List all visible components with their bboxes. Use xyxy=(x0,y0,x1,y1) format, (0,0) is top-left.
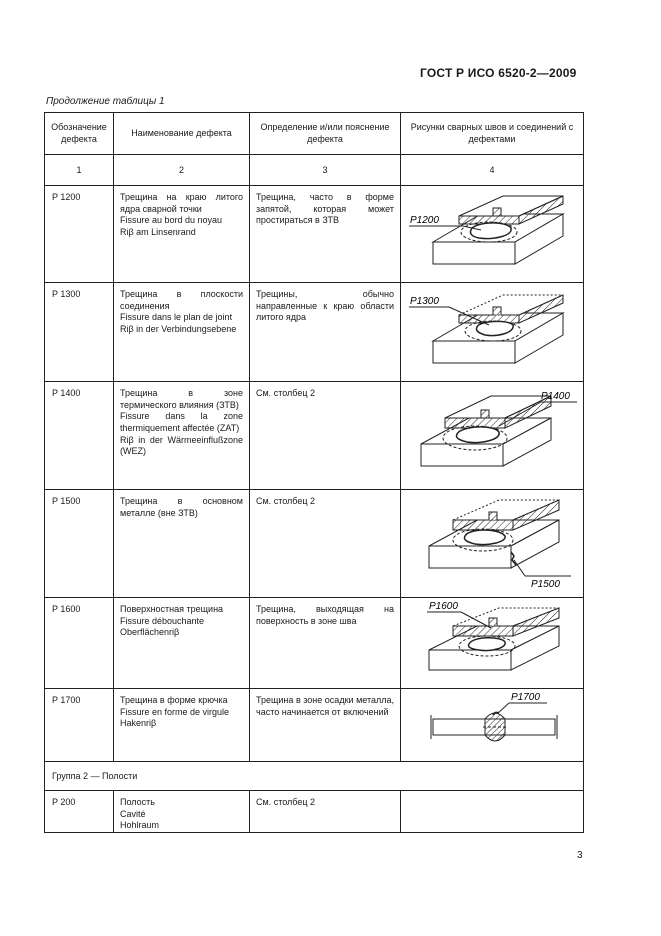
defect-name-fr: Fissure débouchante xyxy=(120,615,205,626)
defect-definition-cell xyxy=(250,598,401,689)
column-number: 2 xyxy=(114,155,250,186)
defect-code: P 1400 xyxy=(45,382,114,490)
table-row xyxy=(45,791,584,833)
defect-name-fr: Fissure au bord du noyau xyxy=(120,215,223,226)
defect-definition: См. столбец 2 xyxy=(256,797,315,807)
defect-code: P 1500 xyxy=(45,490,114,598)
base-metal-crack-figure xyxy=(401,490,584,597)
figure-label: P1400 xyxy=(541,391,570,402)
defect-name-fr: Fissure dans le plan de joint xyxy=(120,312,233,323)
figure-label: P1300 xyxy=(410,296,439,307)
joint-plane-crack-figure xyxy=(401,283,584,381)
table-row xyxy=(45,283,584,382)
defect-name-fr: Cavité xyxy=(120,808,146,819)
defect-code: P 1300 xyxy=(45,283,114,382)
group-row xyxy=(45,762,584,791)
table-header-row xyxy=(45,113,584,155)
defect-name-fr: Fissure dans la zone thermiquement affectée (ZAT) xyxy=(120,411,243,434)
defect-definition: Трещина, выходящая на поверхность в зоне шва xyxy=(256,604,394,626)
figure-label: P1200 xyxy=(410,215,439,226)
defect-name-cell xyxy=(114,791,250,833)
defect-code: P 200 xyxy=(45,791,114,833)
column-number: 3 xyxy=(250,155,401,186)
defect-figure-cell xyxy=(401,689,584,762)
defect-definition-cell xyxy=(250,791,401,833)
defect-name-de: Riβ in der Wärmeeinflußzone (WEZ) xyxy=(120,434,243,457)
defect-name-ru: Трещина в плоскости соединения xyxy=(120,289,243,311)
defect-name-de: Riβ am Linsenrand xyxy=(120,227,196,238)
defect-name-de: Hohlraum xyxy=(120,820,160,831)
defect-definition: Трещины, обычно направленные к краю области литого ядра xyxy=(256,289,394,323)
spot-weld-crack-figure xyxy=(401,186,584,282)
figure-label: P1700 xyxy=(511,692,540,703)
defect-definition-cell xyxy=(250,490,401,598)
column-number-row xyxy=(45,155,584,186)
haz-crack-figure xyxy=(401,382,584,489)
defect-name-de: Riβ in der Verbindungsebene xyxy=(120,324,237,335)
defect-name-ru: Трещина в основном металле (вне ЗТВ) xyxy=(120,496,243,518)
defect-name-cell xyxy=(114,382,250,490)
defect-definition-cell xyxy=(250,186,401,283)
table-row xyxy=(45,186,584,283)
defect-name-de: Oberflächenriβ xyxy=(120,627,180,638)
defect-name-ru: Поверхностная трещина xyxy=(120,604,224,614)
figure-label: P1500 xyxy=(531,579,560,590)
standard-designation: ГОСТ Р ИСО 6520-2—2009 xyxy=(420,66,577,80)
defect-name-ru: Трещина в зоне термического влияния (ЗТВ) xyxy=(120,388,243,410)
defect-definition: См. столбец 2 xyxy=(256,496,315,506)
defects-table xyxy=(44,112,584,833)
hook-crack-figure xyxy=(401,689,584,761)
column-number: 1 xyxy=(45,155,114,186)
column-header-figures: Рисунки сварных швов и соединений с дефектами xyxy=(401,113,584,155)
defect-definition-cell xyxy=(250,382,401,490)
column-header-code: Обозначение дефекта xyxy=(45,113,114,155)
defect-code: P 1700 xyxy=(45,689,114,762)
group-heading: Группа 2 — Полости xyxy=(45,762,584,791)
defect-figure-cell xyxy=(401,283,584,382)
defect-code: P 1600 xyxy=(45,598,114,689)
defect-name-ru: Полость xyxy=(120,797,155,807)
defect-name-ru: Трещина в форме крючка xyxy=(120,695,228,705)
defect-definition: Трещина, часто в форме запятой, которая может простираться в ЗТВ xyxy=(256,192,394,226)
defect-code: P 1200 xyxy=(45,186,114,283)
defect-name-cell xyxy=(114,598,250,689)
defect-figure-cell xyxy=(401,791,584,833)
defect-name-cell xyxy=(114,283,250,382)
defect-name-cell xyxy=(114,490,250,598)
column-header-definition: Определение и/или пояснение дефекта xyxy=(250,113,401,155)
defect-figure-cell xyxy=(401,382,584,490)
column-header-name: Наименование дефекта xyxy=(114,113,250,155)
page-number: 3 xyxy=(577,850,583,861)
table-row xyxy=(45,598,584,689)
defect-definition: Трещина в зоне осадки металла, часто начинается от включений xyxy=(256,695,394,717)
column-number: 4 xyxy=(401,155,584,186)
defect-name-ru: Трещина на краю литого ядра сварной точки xyxy=(120,192,243,214)
table-row xyxy=(45,689,584,762)
surface-crack-figure xyxy=(401,598,584,688)
table-continuation-caption: Продолжение таблицы 1 xyxy=(46,96,165,107)
defect-name-cell xyxy=(114,689,250,762)
defect-definition-cell xyxy=(250,283,401,382)
defect-name-cell xyxy=(114,186,250,283)
defect-definition: См. столбец 2 xyxy=(256,388,315,398)
defect-name-de: Hakenriβ xyxy=(120,718,157,729)
table-row xyxy=(45,382,584,490)
figure-label: P1600 xyxy=(429,601,458,612)
defect-figure-cell xyxy=(401,490,584,598)
defect-name-fr: Fissure en forme de virgule xyxy=(120,706,230,717)
defect-definition-cell xyxy=(250,689,401,762)
defect-figure-cell xyxy=(401,186,584,283)
defect-figure-cell xyxy=(401,598,584,689)
table-row xyxy=(45,490,584,598)
